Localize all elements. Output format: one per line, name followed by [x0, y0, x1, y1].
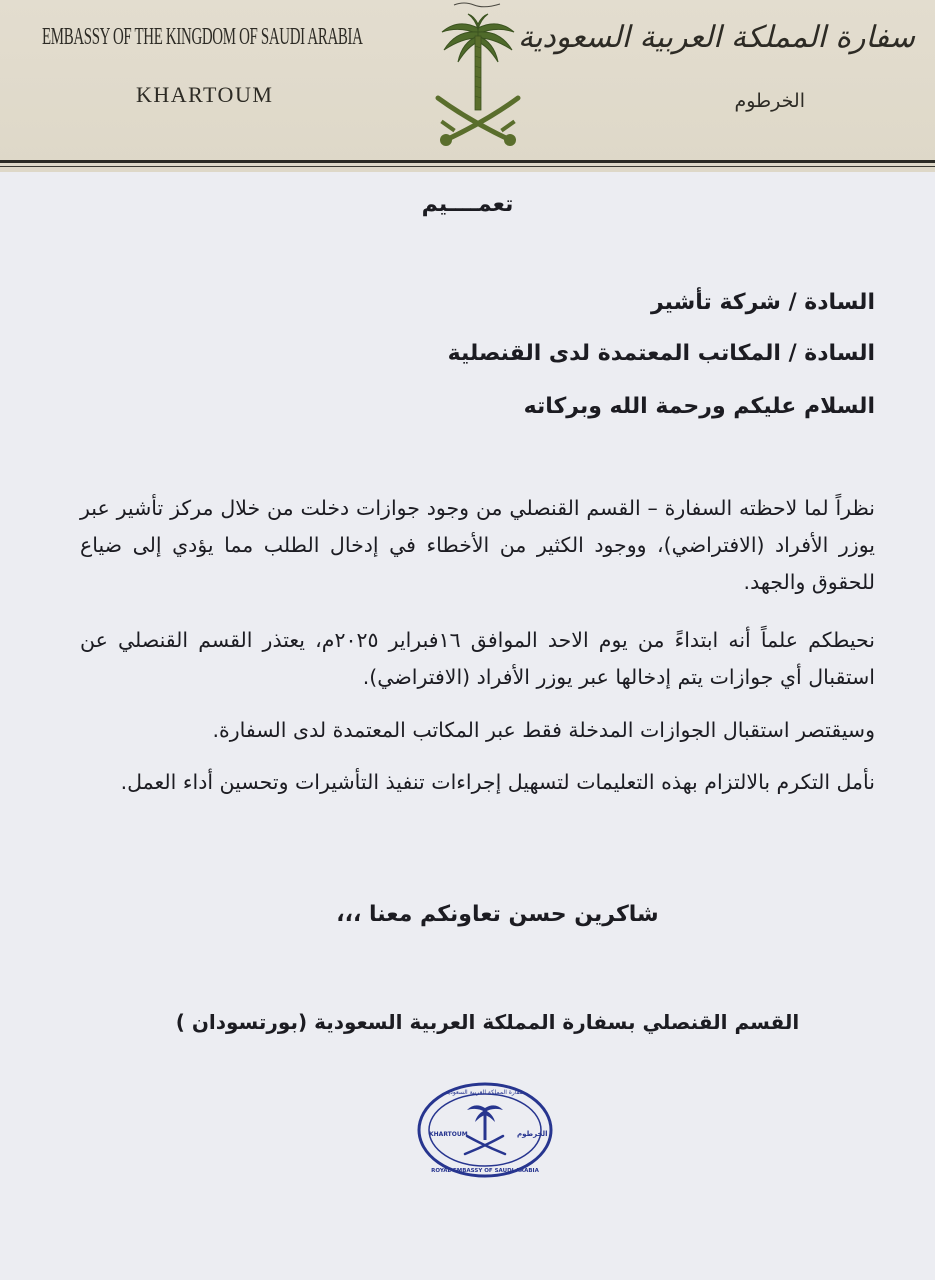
official-seal-stamp — [415, 1080, 555, 1180]
stamp-english-bottom: ROYAL EMBASSY OF SAUDI ARABIA — [431, 1168, 539, 1174]
paragraph-1: نظراً لما لاحظته السفارة – القسم القنصلي من وجود جوازات دخلت من خلال مركز تأشير عبر يوزر الأفراد (الافتراضي)، ووجود الكثير من الأخطاء في إدخال الطلب مما يؤدي إلى ضياع للحقوق والجهد. — [80, 496, 875, 594]
stamp-arabic-side: الخرطوم — [517, 1130, 548, 1138]
embassy-arabic-city: الخرطوم — [734, 90, 805, 112]
closing-line: شاكرين حسن تعاونكم معنا ،،، — [336, 902, 659, 927]
top-mark-scribble — [452, 0, 502, 8]
greeting-line: السلام عليكم ورحمة الله وبركاته — [523, 394, 875, 419]
paragraph-2: نحيطكم علماً أنه ابتداءً من يوم الاحد الموافق ١٦فبراير ٢٠٢٥م، يعتذر القسم القنصلي عن استقبال أي جوازات يتم إدخالها عبر يوزر الأفراد (الافتراضي). — [80, 628, 875, 689]
embassy-arabic-name: سفارة المملكة العربية السعودية — [517, 20, 915, 55]
palm-swords-emblem-icon — [428, 12, 528, 154]
signature-line: القسم القنصلي بسفارة المملكة العربية السعودية (بورتسودان ) — [175, 1010, 800, 1034]
document-title: تعمــــيم — [421, 192, 514, 217]
embassy-english-city: KHARTOUM — [136, 82, 274, 107]
letterhead — [0, 0, 935, 172]
paragraph-4: نأمل التكرم بالالتزام بهذه التعليمات لتسهيل إجراءات تنفيذ التأشيرات وتحسين أداء العمل. — [120, 770, 875, 794]
addressee-line-2: السادة / المكاتب المعتمدة لدى القنصلية — [447, 341, 875, 366]
addressee-line-1: السادة / شركة تأشير — [650, 290, 875, 315]
letterhead-divider-thick — [0, 160, 935, 163]
paragraph-3: وسيقتصر استقبال الجوازات المدخلة فقط عبر المكاتب المعتمدة لدى السفارة. — [212, 718, 875, 742]
stamp-arabic-top: سفارة المملكة العربية السعودية — [445, 1089, 525, 1096]
letterhead-divider-thin — [0, 166, 935, 167]
stamp-english-side: KHARTOUM — [429, 1131, 468, 1138]
embassy-english-name: EMBASSY OF THE KINGDOM OF SAUDI ARABIA — [42, 24, 363, 50]
